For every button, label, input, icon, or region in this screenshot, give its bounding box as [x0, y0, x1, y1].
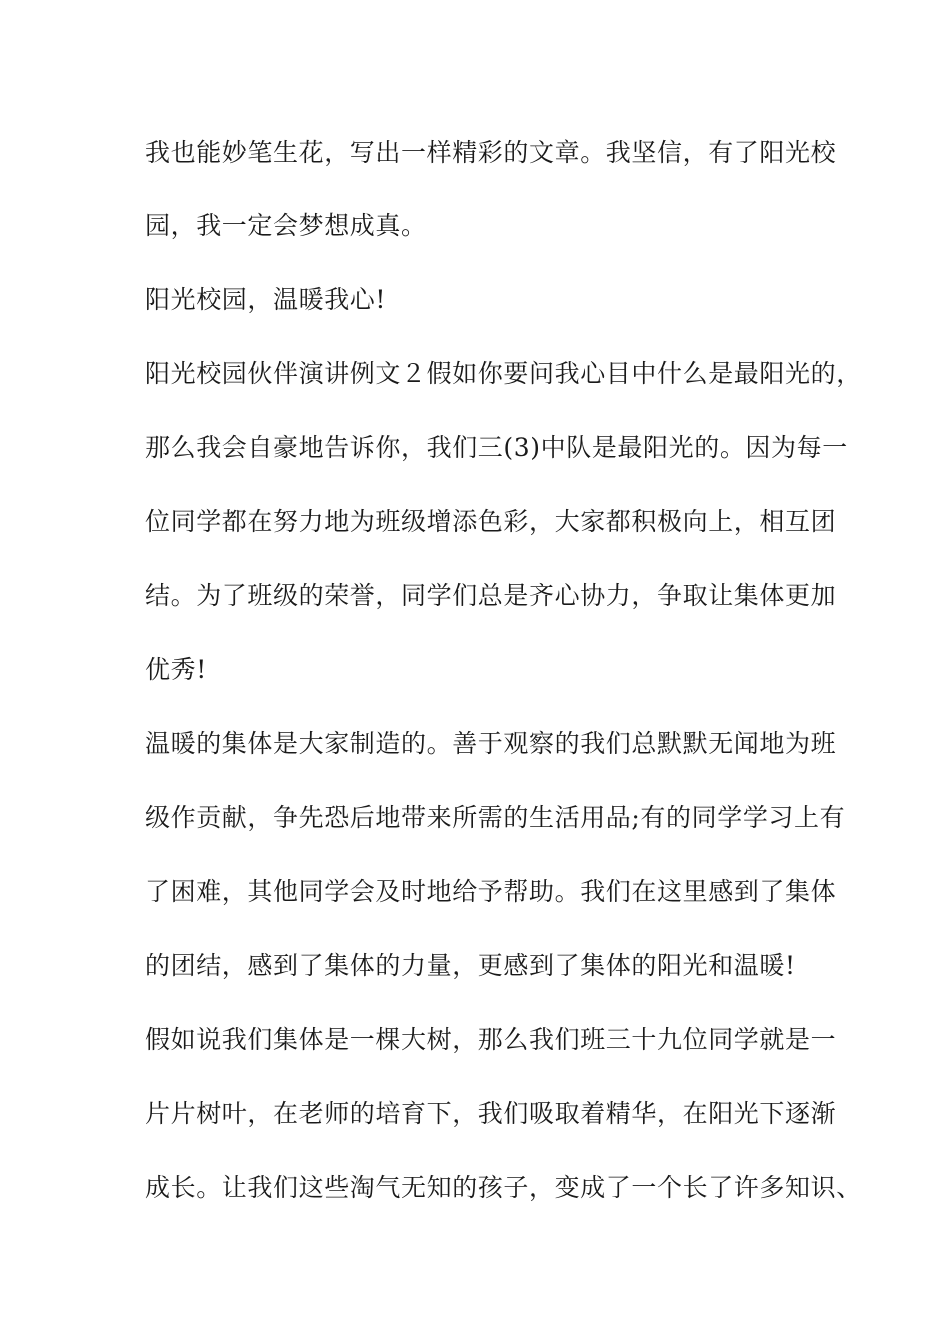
text-line: 我也能妙笔生花，写出一样精彩的文章。我坚信，有了阳光校 [145, 138, 837, 167]
text-line: 阳光校园，温暖我心! [145, 285, 387, 314]
text-line: 温暖的集体是大家制造的。善于观察的我们总默默无闻地为班 [145, 729, 837, 758]
text-line: 阳光校园伙伴演讲例文２假如你要问我心目中什么是最阳光的， [145, 359, 862, 388]
text-line: 的团结，感到了集体的力量，更感到了集体的阳光和温暖! [145, 951, 796, 980]
text-line: 片片树叶，在老师的培育下，我们吸取着精华，在阳光下逐渐 [145, 1099, 837, 1128]
text-line: 结。为了班级的荣誉，同学们总是齐心协力，争取让集体更加 [145, 581, 837, 610]
text-line: 位同学都在努力地为班级增添色彩，大家都积极向上，相互团 [145, 507, 837, 536]
text-line: 级作贡献，争先恐后地带来所需的生活用品;有的同学学习上有 [145, 803, 846, 832]
text-line: 优秀! [145, 655, 207, 684]
text-line: 假如说我们集体是一棵大树，那么我们班三十九位同学就是一 [145, 1025, 837, 1054]
text-line: 了困难，其他同学会及时地给予帮助。我们在这里感到了集体 [145, 877, 837, 906]
text-line: 那么我会自豪地告诉你，我们三(3)中队是最阳光的。因为每一 [145, 433, 848, 462]
text-line: 园，我一定会梦想成真。 [145, 211, 427, 240]
text-line: 成长。让我们这些淘气无知的孩子，变成了一个长了许多知识、 [145, 1173, 862, 1202]
